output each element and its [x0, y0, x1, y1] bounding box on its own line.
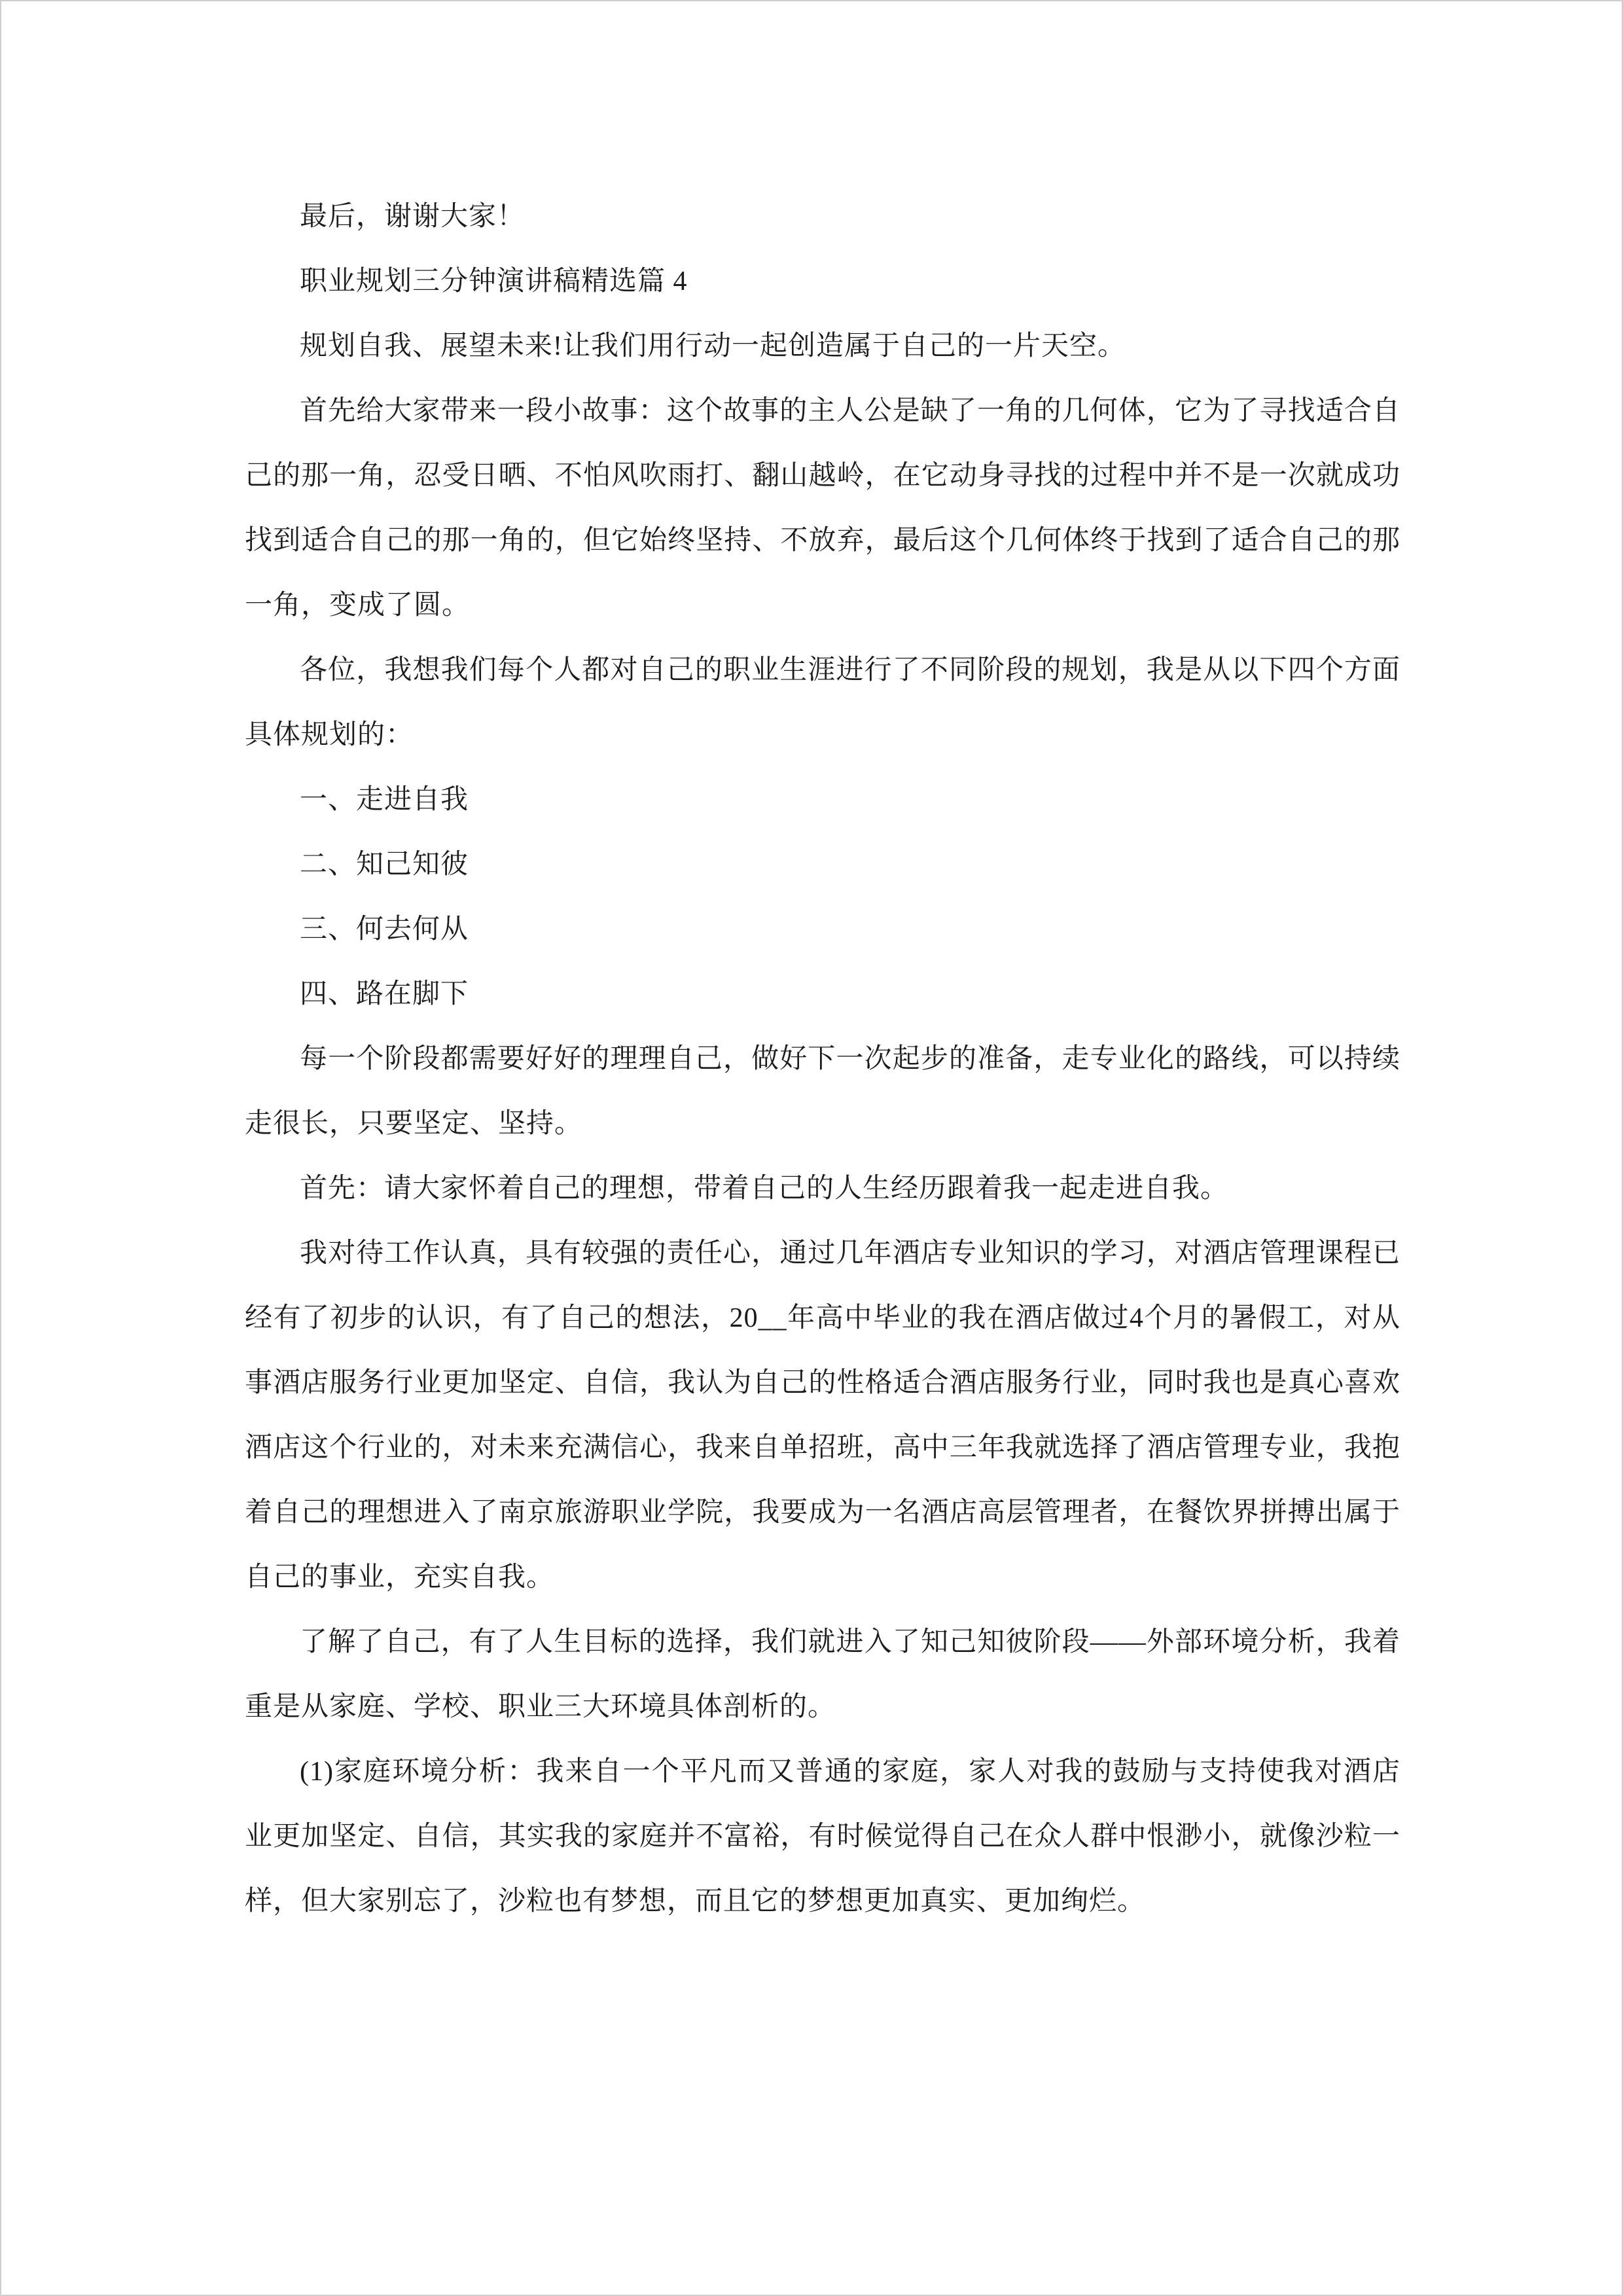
document-body [1, 1, 1622, 2065]
paragraph: 首先给大家带来一段小故事：这个故事的主人公是缺了一角的几何体，它为了寻找适合自己的那一角，忍受日晒、不怕风吹雨打、翻山越岭，在它动身寻找的过程中并不是一次就成功找到适合自己的那一角的，但它始终坚持、不放弃，最后这个几何体终于找到了适合自己的那一角，变成了圆。 [245, 396, 1400, 620]
paragraph: 规划自我、展望未来!让我们用行动一起创造属于自己的一片天空。 [300, 331, 1126, 361]
paragraph: 一、走进自我 [300, 785, 469, 815]
paragraph: 了解了自己，有了人生目标的选择，我们就进入了知己知彼阶段——外部环境分析，我着重是从家庭、学校、职业三大环境具体剖析的。 [245, 1627, 1400, 1722]
paragraph: 职业规划三分钟演讲稿精选篇 4 [300, 266, 688, 296]
paragraph: (1)家庭环境分析：我来自一个平凡而又普通的家庭，家人对我的鼓励与支持使我对酒店业更加坚定、自信，其实我的家庭并不富裕，有时候觉得自己在众人群中恨渺小，就像沙粒一样，但大家别忘了，沙粒也有梦想，而且它的梦想更加真实、更加绚烂。 [245, 1757, 1400, 1916]
paragraph: 三、何去何从 [300, 914, 469, 944]
paragraph: 每一个阶段都需要好好的理理自己，做好下一次起步的准备，走专业化的路线，可以持续走很长，只要坚定、坚持。 [245, 1044, 1400, 1139]
paragraph: 各位，我想我们每个人都对自己的职业生涯进行了不同阶段的规划，我是从以下四个方面具体规划的： [245, 655, 1400, 750]
paragraph: 最后，谢谢大家！ [300, 202, 526, 232]
paragraph: 四、路在脚下 [300, 979, 469, 1009]
paragraph: 首先：请大家怀着自己的理想，带着自己的人生经历跟着我一起走进自我。 [300, 1174, 1229, 1204]
paragraph: 二、知己知彼 [300, 850, 469, 880]
paragraph: 我对待工作认真，具有较强的责任心，通过几年酒店专业知识的学习，对酒店管理课程已经有了初步的认识，有了自己的想法，20__年高中毕业的我在酒店做过4个月的暑假工，对从事酒店服务行业更加坚定、自信，我认为自己的性格适合酒店服务行业，同时我也是真心喜欢酒店这个行业的，对未来充满信心，我来自单招班，高中三年我就选择了酒店管理专业，我抱着自己的理想进入了南京旅游职业学院，我要成为一名酒店高层管理者，在餐饮界拼搏出属于自己的事业，充实自我。 [245, 1238, 1400, 1592]
